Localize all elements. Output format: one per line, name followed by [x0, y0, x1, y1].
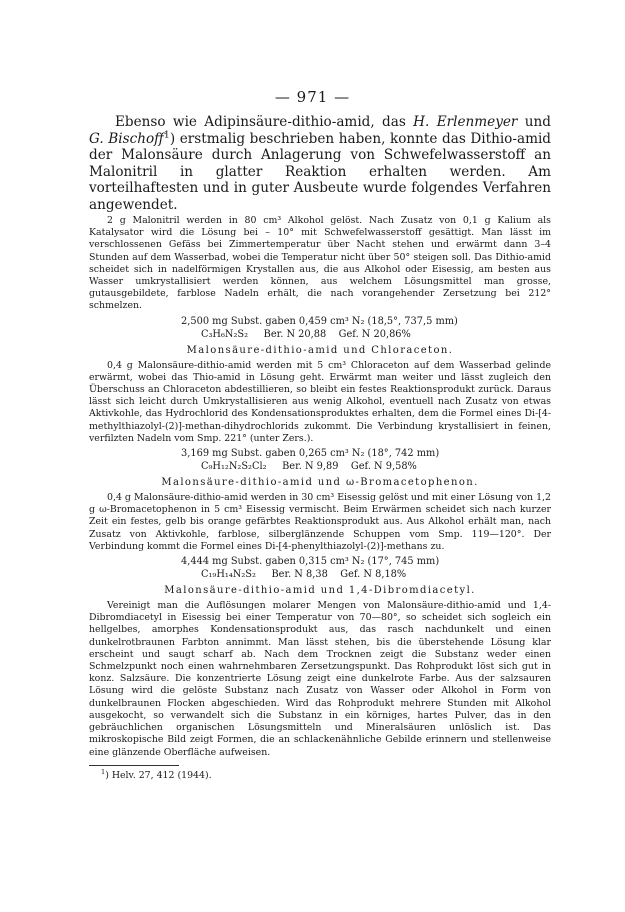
analysis-block-1 [89, 315, 551, 341]
main-column [89, 114, 551, 782]
intro-text-3: ) erstmalig beschrieben haben, konnte das Dithio-amid der Malonsäure durch Anlagerung von Schwefelwasserstoff an Malonitril in glatter Reaktion erhalten werden. Am vorteilhaftesten und in guter Ausbeute wurde folgendes Verfahren angewendet. [89, 130, 552, 213]
analysis-2-results [89, 460, 551, 473]
analysis-block-2 [89, 447, 551, 473]
analysis-2-formula: C₉H₁₂N₂S₂Cl₂ [201, 461, 267, 473]
analysis-1-calc: Ber. N 20,88 [263, 328, 327, 340]
author-erlenmeyer: H. Erlenmeyer [413, 114, 518, 130]
analysis-1-line: 2,500 mg Subst. gaben 0,459 cm³ N₂ (18,5°, 737,5 mm) [181, 315, 458, 327]
footnote-ref: 1 [163, 128, 170, 140]
analysis-1-found: Gef. N 20,86% [338, 328, 411, 340]
analysis-3-calc: Ber. N 8,38 [271, 569, 328, 581]
section-2-heading: Malonsäure-dithio-amid und Chloraceton. [186, 344, 454, 356]
analysis-2-line: 3,169 mg Subst. gaben 0,265 cm³ N₂ (18°, 742 mm) [181, 448, 440, 460]
procedure-3: 0,4 g Malonsäure-dithio-amid werden in 30 cm³ Eisessig gelöst und mit einer Lösung von 1,2 g ω-Bromacetophenon in 5 cm³ Eisessig vermischt. Beim Erwärmen scheidet sich nach kurzer Zeit ein festes, gelb bis orange gefärbtes Reaktionsprodukt aus. Aus Alkohol erhält man, nach Zusatz von Aktivkohle, farblose, silberglänzende Schuppen vom Smp. 119—120°. Der Verbindung kommt die Formel eines Di-[4-phenylthiazolyl-(2)]-methans zu. [89, 492, 551, 552]
footnote-text: ) Helv. 27, 412 (1944). [105, 769, 212, 781]
analysis-block-3 [89, 555, 551, 581]
analysis-2-found: Gef. N 9,58% [350, 461, 417, 473]
intro-text-1: Ebenso wie Adipinsäure-dithio-amid, das [115, 114, 414, 130]
procedure-1: 2 g Malonitril werden in 80 cm³ Alkohol gelöst. Nach Zusatz von 0,1 g Kalium als Katalysator wird die Lösung bei – 10° mit Schwefelwasserstoff gesättigt. Man lässt im verschlossenen Gefäss bei Zimmertemperatur über Nacht stehen und erwärmt dann 3–4 Stunden auf dem Wasserbad, wobei die Temperatur nicht über 50° steigen soll. Das Dithio-amid scheidet sich in nadelförmigen Krystallen aus, die aus Alkohol oder Eisessig, am besten aus Wasser umkrystallisiert werden können, aus welchem Lösungsmittel man grosse, gutausgebildete, farblose Nadeln erhält, die nach vorangehender Zersetzung bei 212° schmelzen. [89, 215, 551, 312]
procedure-2: 0,4 g Malonsäure-dithio-amid werden mit 5 cm³ Chloraceton auf dem Wasserbad gelinde erwärmt, wobei das Thio-amid in Lösung geht. Erwärmt man weiter und lässt zugleich den Überschuss an Chloraceton abdestillieren, so bleibt ein festes Reaktionsprodukt zurück. Daraus lässt sich leicht durch Umkrystallisieren aus wenig Alkohol, eventuell nach Zusatz von etwas Aktivkohle, das Hydrochlorid des Kondensationsproduktes erhalten, dem die Formel eines Di-[4-methylthiazolyl-(2)]-methan-dihydrochlorids zukommt. Die Verbindung krystallisiert in feinen, verfilzten Nadeln vom Smp. 221° (unter Zers.). [89, 359, 551, 444]
procedure-4: Vereinigt man die Auflösungen molarer Mengen von Malonsäure-dithio-amid und 1,4-Dibromdiacetyl in Eisessig bei einer Temperatur von 70—80°, so scheidet sich sogleich ein hellgelbes, amorphes Kondensationsprodukt aus, das rasch nachdunkelt und einen dunkelrotbraunen Farbton annimmt. Man lässt stehen, bis die überstehende Lösung klar erscheint und saugt scharf ab. Nach dem Trocknen zeigt die Substanz weder einen Schmelzpunkt noch einen wahrnehmbaren Zersetzungspunkt. Das Rohprodukt löst sich gut in konz. Salzsäure. Die konzentrierte Lösung zeigt eine dunkelrote Farbe. Aus der salzsauren Lösung wird die gelöste Substanz nach Zusatz von Wasser oder Alkohol in Form von dunkelbraunen Flocken abgeschieden. Wird das Rohprodukt mehrere Stunden mit Alkohol ausgekocht, so verwandelt sich die Substanz in ein körniges, hartes Pulver, das in den gebräuchlichen organischen Lösungsmitteln und Mineralsäuren unlöslich ist. Das mikroskopische Bild zeigt Formen, die an schlackenähnliche Gebilde erinnern und stellenweise eine glänzende Oberfläche aufweisen. [89, 600, 551, 758]
footnote-divider [89, 765, 179, 766]
analysis-3-results [89, 568, 551, 581]
author-bischoff: G. Bischoff [89, 130, 164, 147]
section-3-heading: Malonsäure-dithio-amid und ω-Bromacetophenon. [161, 477, 479, 489]
analysis-3-formula: C₁₉H₁₄N₂S₂ [201, 569, 256, 581]
analysis-2-calc: Ber. N 9,89 [282, 461, 339, 473]
intro-paragraph [89, 114, 551, 213]
page-number: — 971 — [274, 88, 351, 106]
intro-text-2: und [517, 114, 551, 130]
section-4-heading: Malonsäure-dithio-amid und 1,4-Dibromdiacetyl. [164, 585, 476, 597]
analysis-1-formula: C₃H₆N₂S₂ [201, 328, 249, 340]
footnote [89, 767, 551, 782]
analysis-3-found: Gef. N 8,18% [340, 569, 407, 581]
footnote-marker: 1 [101, 767, 106, 776]
analysis-1-results [89, 328, 551, 341]
analysis-3-line: 4,444 mg Subst. gaben 0,315 cm³ N₂ (17°, 745 mm) [181, 556, 440, 568]
